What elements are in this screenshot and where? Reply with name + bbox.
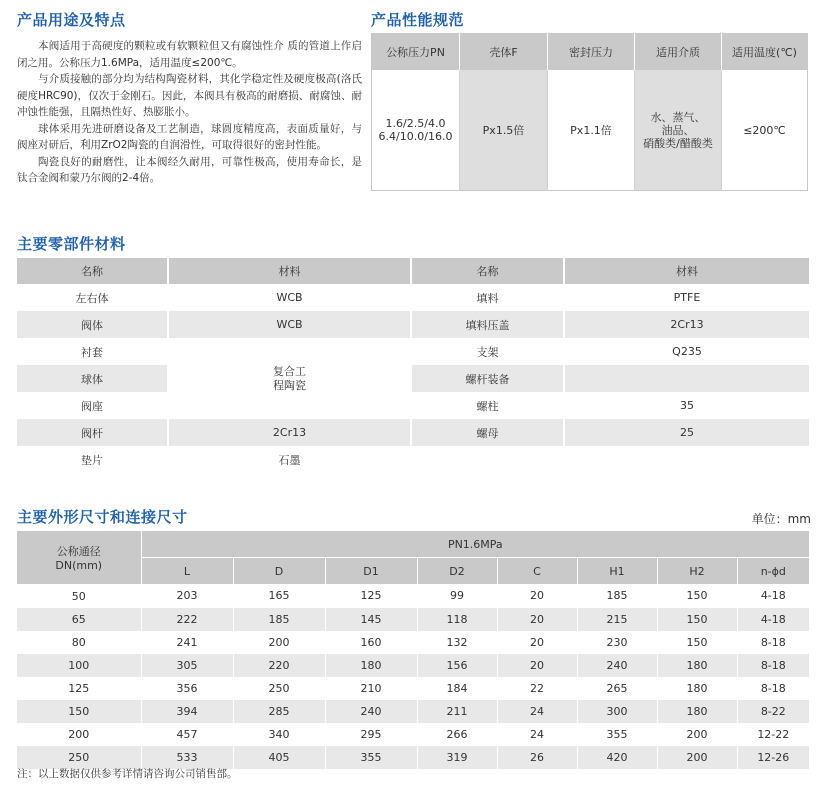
unit-label: 单位：mm <box>751 512 811 526</box>
usage-text <box>17 38 362 187</box>
dimension-cell: 222 <box>141 608 233 631</box>
parts-title: 主要零部件材料 <box>17 235 126 253</box>
dimension-cell: 160 <box>325 631 417 654</box>
usage-title: 产品用途及特点 <box>17 11 126 29</box>
dimension-cell: 20 <box>497 584 577 608</box>
dimension-cell: 200 <box>233 631 325 654</box>
dimension-cell: 355 <box>325 746 417 769</box>
parts-header-material: 材料 <box>168 258 411 284</box>
dimension-row <box>17 631 809 654</box>
dimension-cell: 319 <box>417 746 497 769</box>
dimension-cell: 185 <box>233 608 325 631</box>
dimension-cell: 420 <box>577 746 657 769</box>
dn-header-line: 公称通径 <box>56 544 101 558</box>
dimension-cell: 12-26 <box>737 746 809 769</box>
perf-header-temp: 适用温度(℃) <box>722 34 808 71</box>
perf-header-shell: 壳体F <box>460 34 548 71</box>
dimension-cell: 4-18 <box>737 608 809 631</box>
dimension-cell: 241 <box>141 631 233 654</box>
dn-cell: 80 <box>17 631 141 654</box>
dn-cell: 100 <box>17 654 141 677</box>
dimension-cell: 355 <box>577 723 657 746</box>
perf-header-medium: 适用介质 <box>635 34 722 71</box>
part-name: 螺柱 <box>411 392 564 419</box>
part-material-merged <box>168 338 411 419</box>
dimension-cell: 4-18 <box>760 589 786 603</box>
dn-cell: 65 <box>17 608 141 631</box>
dimension-cell: 266 <box>417 723 497 746</box>
part-material: 25 <box>564 419 809 446</box>
dimension-cell: 340 <box>233 723 325 746</box>
part-name: 阀体 <box>17 311 168 338</box>
parts-row <box>17 446 809 473</box>
part-material: WCB <box>168 284 411 311</box>
part-material: WCB <box>168 311 411 338</box>
part-name: 球体 <box>17 365 168 392</box>
dimension-cell: 211 <box>417 700 497 723</box>
part-name: 衬套 <box>17 338 168 365</box>
dimension-cell: 533 <box>141 746 233 769</box>
part-name: 填料压盖 <box>411 311 564 338</box>
part-material: PTFE <box>673 291 701 304</box>
perf-medium-line: 油品、 <box>661 123 695 137</box>
dimension-cell: 132 <box>417 631 497 654</box>
dimension-cell: 125 <box>325 584 417 608</box>
dimension-cell: 12-22 <box>757 727 790 741</box>
part-name <box>411 446 564 473</box>
pn-header: PN1.6MPa <box>141 531 809 558</box>
part-material: 石墨 <box>168 446 411 473</box>
dim-column-header: H2 <box>657 558 737 585</box>
usage-paragraph: 本阀适用于高硬度的颗粒或有软颗粒但又有腐蚀性介 质的管道上作启闭之用。公称压力1.6MPa，适用温度≤200℃。 <box>17 40 362 69</box>
dimension-cell: 118 <box>417 608 497 631</box>
dimension-cell: 215 <box>577 608 657 631</box>
perf-shell-cell: Px1.5倍 <box>460 70 548 191</box>
dim-column-header: D2 <box>417 558 497 585</box>
dn-cell: 125 <box>17 677 141 700</box>
dimension-cell: 185 <box>577 584 657 608</box>
parts-header-material: 材料 <box>564 258 809 284</box>
dimension-cell: 200 <box>657 746 737 769</box>
parts-row <box>17 365 809 392</box>
dimension-cell: 24 <box>497 723 577 746</box>
dimension-cell: 150 <box>657 631 737 654</box>
dimension-cell: 240 <box>325 700 417 723</box>
dn-cell: 200 <box>17 723 141 746</box>
parts-row <box>17 338 809 365</box>
dimension-cell: 200 <box>657 723 737 746</box>
dimensions-title: 主要外形尺寸和连接尺寸 <box>17 508 188 526</box>
part-material: 2Cr13 <box>564 311 809 338</box>
part-name: 填料 <box>411 284 564 311</box>
dimension-cell: 150 <box>657 608 737 631</box>
dimension-cell: 8-22 <box>737 700 809 723</box>
dimension-cell: 220 <box>233 654 325 677</box>
dimension-cell: 180 <box>325 654 417 677</box>
perf-pn-cell <box>372 70 460 191</box>
dim-column-header: n-ϕd <box>737 558 809 585</box>
dimension-cell: 300 <box>577 700 657 723</box>
dimension-cell: 145 <box>325 608 417 631</box>
usage-paragraph: 与介质接触的部分均为结构陶瓷材料，其化学稳定性及硬度极高(洛氏硬度HRC90)，仅次于金刚石。因此，本阀具有极高的耐磨损、耐腐蚀、耐冲蚀性能强，且隔热性好、热膨胀小。 <box>17 73 362 118</box>
dimension-cell: 180 <box>657 700 737 723</box>
parts-table <box>17 258 809 473</box>
part-material <box>564 446 809 473</box>
dn-header-line: DN(mm) <box>55 558 103 572</box>
dn-cell: 250 <box>17 746 141 769</box>
perf-header-seal: 密封压力 <box>548 34 635 71</box>
performance-title: 产品性能规范 <box>371 11 465 29</box>
dim-column-header: L <box>141 558 233 585</box>
parts-row <box>17 311 809 338</box>
dimension-cell: 20 <box>497 631 577 654</box>
dimension-cell: 20 <box>497 654 577 677</box>
part-material: 35 <box>680 399 694 412</box>
part-name: 左右体 <box>17 284 168 311</box>
dimension-cell: 8-18 <box>760 681 786 695</box>
part-name: 支架 <box>411 338 564 365</box>
dn-cell: 150 <box>17 700 141 723</box>
dimensions-table <box>17 531 809 769</box>
dimension-cell: 184 <box>417 677 497 700</box>
dimension-cell: 150 <box>657 584 737 608</box>
part-name: 垫片 <box>17 446 168 473</box>
dimension-cell: 305 <box>141 654 233 677</box>
dimension-cell: 165 <box>233 584 325 608</box>
dimension-cell: 8-18 <box>737 654 809 677</box>
dimension-row <box>17 584 809 608</box>
footnote: 注：以上数据仅供参考详情请咨询公司销售部。 <box>17 768 238 780</box>
dimension-cell: 20 <box>497 608 577 631</box>
dimension-cell: 230 <box>577 631 657 654</box>
dimension-cell: 180 <box>657 677 737 700</box>
part-material: 2Cr13 <box>168 419 411 446</box>
perf-medium-line: 硝酸类/醋酸类 <box>643 136 713 150</box>
perf-seal-cell: Px1.1倍 <box>548 70 635 191</box>
parts-row <box>17 419 809 446</box>
part-name: 螺杆装备 <box>411 365 564 392</box>
parts-header-name: 名称 <box>17 258 168 284</box>
merged-material-line: 程陶瓷 <box>273 378 306 392</box>
dimension-cell: 394 <box>141 700 233 723</box>
dimension-row <box>17 723 809 746</box>
dimension-cell: 22 <box>497 677 577 700</box>
dimension-cell: 203 <box>141 584 233 608</box>
dimension-cell: 295 <box>325 723 417 746</box>
dimension-row <box>17 677 809 700</box>
part-material <box>564 365 809 392</box>
part-material: Q235 <box>672 345 702 358</box>
dimension-cell: 356 <box>141 677 233 700</box>
part-name: 阀座 <box>17 392 168 419</box>
dimension-row <box>17 700 809 723</box>
merged-material-line: 复合工 <box>273 364 306 378</box>
dimension-cell: 250 <box>233 677 325 700</box>
parts-row <box>17 392 809 419</box>
dimension-cell: 8-18 <box>760 635 786 649</box>
usage-paragraph: 球体采用先进研磨设备及工艺制造，球圆度精度高，表面质量好，与阀座对研后，利用ZrO2陶瓷的自润滑性，可取得很好的密封性能。 <box>17 122 362 151</box>
performance-table <box>371 33 808 191</box>
dimension-cell: 210 <box>325 677 417 700</box>
dimension-row <box>17 608 809 631</box>
dim-column-header: D <box>233 558 325 585</box>
dimension-cell: 285 <box>233 700 325 723</box>
usage-paragraph: 陶瓷良好的耐磨性，让本阀经久耐用，可靠性极高，使用寿命长，是钛合金阀和蒙乃尔阀的2-4倍。 <box>17 155 362 184</box>
dimension-cell: 240 <box>577 654 657 677</box>
dimension-cell: 405 <box>233 746 325 769</box>
dimension-cell: 457 <box>141 723 233 746</box>
perf-medium-cell <box>635 70 722 191</box>
dn-header <box>17 531 141 584</box>
part-name: 阀杆 <box>17 419 168 446</box>
perf-temp-cell: ≤200℃ <box>722 70 808 191</box>
perf-pn-line: 6.4/10.0/16.0 <box>378 130 453 143</box>
dimension-cell: 180 <box>657 654 737 677</box>
perf-header-pn: 公称压力PN <box>372 34 460 71</box>
dim-column-header: D1 <box>325 558 417 585</box>
perf-pn-line: 1.6/2.5/4.0 <box>385 117 446 130</box>
dn-cell: 50 <box>17 584 141 608</box>
dimension-row <box>17 654 809 677</box>
dimension-cell: 156 <box>417 654 497 677</box>
part-name: 螺母 <box>411 419 564 446</box>
parts-header-name: 名称 <box>411 258 564 284</box>
dimension-cell: 99 <box>417 584 497 608</box>
dimension-cell: 26 <box>497 746 577 769</box>
dimension-cell: 265 <box>577 677 657 700</box>
dimension-cell: 24 <box>497 700 577 723</box>
perf-medium-line: 水、蒸气、 <box>650 110 706 124</box>
dim-column-header: C <box>497 558 577 585</box>
parts-row <box>17 284 809 311</box>
dim-column-header: H1 <box>577 558 657 585</box>
